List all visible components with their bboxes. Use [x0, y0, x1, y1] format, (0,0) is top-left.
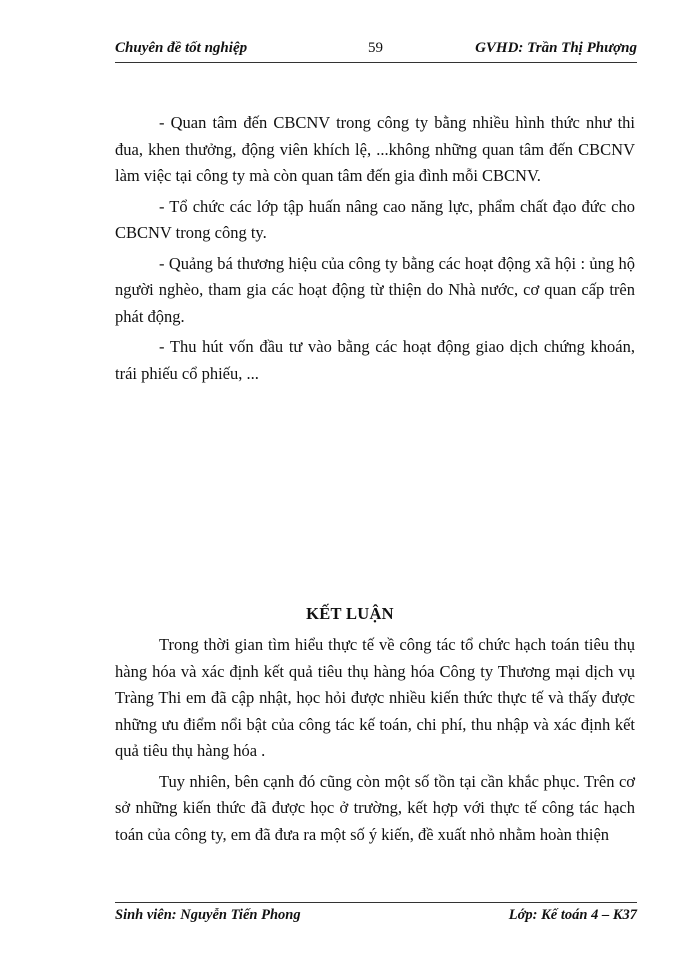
footer-divider: [115, 902, 637, 903]
page-header: [115, 40, 637, 58]
conclusion-text: [115, 632, 635, 848]
page-number: 59: [368, 40, 383, 56]
bullet-paragraph-3: - Quảng bá thương hiệu của công ty bằng các hoạt động xã hội : ủng hộ người nghèo, tham gia các hoạt động từ thiện do Nhà nước, cơ quan cấp trên phát động.: [115, 253, 635, 326]
body-text: [115, 110, 635, 387]
header-document-type: Chuyên đề tốt nghiệp: [115, 40, 248, 56]
bullet-paragraph-1: - Quan tâm đến CBCNV trong công ty bằng nhiều hình thức như thi đua, khen thưởng, động viên khích lệ, ...không những quan tâm đến CBCNV làm việc tại công ty mà còn quan tâm đến gia đình mỗi CBCNV.: [115, 113, 635, 185]
header-supervisor: GVHD: Trần Thị Phượng: [475, 40, 637, 56]
footer-class: Lớp: Kế toán 4 – K37: [508, 907, 637, 923]
page-footer: [115, 907, 637, 925]
header-divider: [115, 62, 637, 63]
conclusion-paragraph-2: Tuy nhiên, bên cạnh đó cũng còn một số tồn tại cần khắc phục. Trên cơ sở những kiến thức đã được học ở trường, kết hợp với thực tế công tác hạch toán của công ty, em đã đưa ra một số ý kiến, đề xuất nhỏ nhằm hoàn thiện: [115, 771, 635, 844]
conclusion-title: KẾT LUẬN: [306, 604, 394, 623]
bullet-paragraph-2: - Tổ chức các lớp tập huấn nâng cao năng lực, phẩm chất đạo đức cho CBCNV trong công ty.: [115, 196, 635, 242]
bullet-paragraph-4: - Thu hút vốn đầu tư vào bằng các hoạt động giao dịch chứng khoán, trái phiếu cổ phiếu, ...: [115, 337, 635, 383]
conclusion-paragraph-1: Trong thời gian tìm hiểu thực tế về công tác tổ chức hạch toán tiêu thụ hàng hóa và xác định kết quả tiêu thụ hàng hóa Công ty Thương mại dịch vụ Tràng Thi em đã cập nhật, học hỏi được nhiều kiến thức thực tế và thấy được những ưu điểm nổi bật của công tác kế toán, chi phí, thu nhập và xác định kết quả tiêu thụ hàng hóa .: [115, 635, 635, 760]
footer-student: Sinh viên: Nguyễn Tiến Phong: [115, 907, 301, 923]
